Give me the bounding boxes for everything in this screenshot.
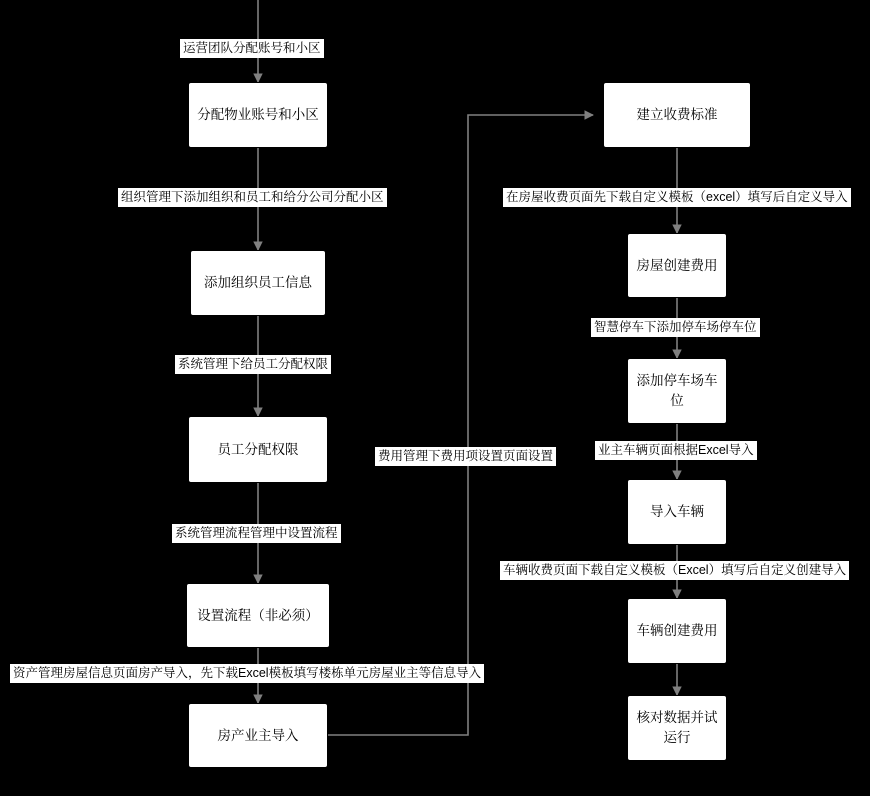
edge-label-owner-vehicle-import	[595, 441, 757, 460]
node-label: 设置流程（非必须）	[197, 607, 319, 623]
node-add-org-staff-info[interactable]	[190, 250, 326, 316]
edge-label-text: 智慧停车下添加停车场停车位	[594, 320, 757, 334]
edge-label-ops-assign-account	[180, 39, 324, 58]
node-house-create-fee[interactable]	[627, 233, 727, 298]
edge-label-text: 系统管理下给员工分配权限	[178, 357, 329, 371]
node-label: 核对数据并试运行	[636, 710, 718, 745]
node-label: 建立收费标准	[636, 107, 718, 123]
node-label: 添加组织员工信息	[204, 275, 312, 291]
node-label: 房产业主导入	[217, 727, 299, 743]
node-verify-data-trial-run[interactable]	[627, 695, 727, 761]
edge-label-house-fee-template	[503, 188, 851, 207]
edge-label-process-management	[172, 524, 341, 543]
node-import-owners[interactable]	[188, 703, 328, 768]
node-import-vehicles[interactable]	[627, 479, 727, 545]
edge-label-asset-import	[10, 664, 484, 683]
node-label: 房屋创建费用	[636, 257, 718, 273]
node-label: 员工分配权限	[217, 441, 299, 457]
edge-label-smart-parking	[591, 318, 760, 337]
edge-label-text: 运营团队分配账号和小区	[183, 41, 321, 55]
edge-label-text: 在房屋收费页面先下载自定义模板（excel）填写后自定义导入	[506, 190, 848, 204]
edge-label-text: 资产管理房屋信息页面房产导入，先下载Excel模板填写楼栋单元房屋业主等信息导入	[13, 666, 482, 680]
node-setup-process[interactable]	[186, 583, 330, 648]
node-label: 导入车辆	[650, 504, 704, 520]
edge-label-text: 车辆收费页面下载自定义模板（Excel）填写后自定义创建导入	[503, 563, 847, 577]
edge-label-text: 组织管理下添加组织和员工和给分公司分配小区	[121, 190, 384, 204]
node-label: 添加停车场车位	[636, 373, 718, 408]
edge-label-fee-item-setting	[375, 447, 556, 466]
node-vehicle-create-fee[interactable]	[627, 598, 727, 664]
edge-label-org-management	[118, 188, 387, 207]
edge-label-text: 费用管理下费用项设置页面设置	[378, 449, 554, 463]
node-staff-permissions[interactable]	[188, 416, 328, 483]
node-add-parking-space[interactable]	[627, 358, 727, 424]
edge-label-text: 业主车辆页面根据Excel导入	[598, 443, 754, 457]
edge-label-text: 系统管理流程管理中设置流程	[175, 526, 338, 540]
edge-label-vehicle-fee-template	[500, 561, 849, 580]
node-label: 车辆创建费用	[636, 623, 718, 639]
node-assign-property-account[interactable]	[188, 82, 328, 148]
node-fee-standard[interactable]	[603, 82, 751, 148]
edge-label-system-permissions	[175, 355, 331, 374]
node-label: 分配物业账号和小区	[197, 107, 319, 123]
